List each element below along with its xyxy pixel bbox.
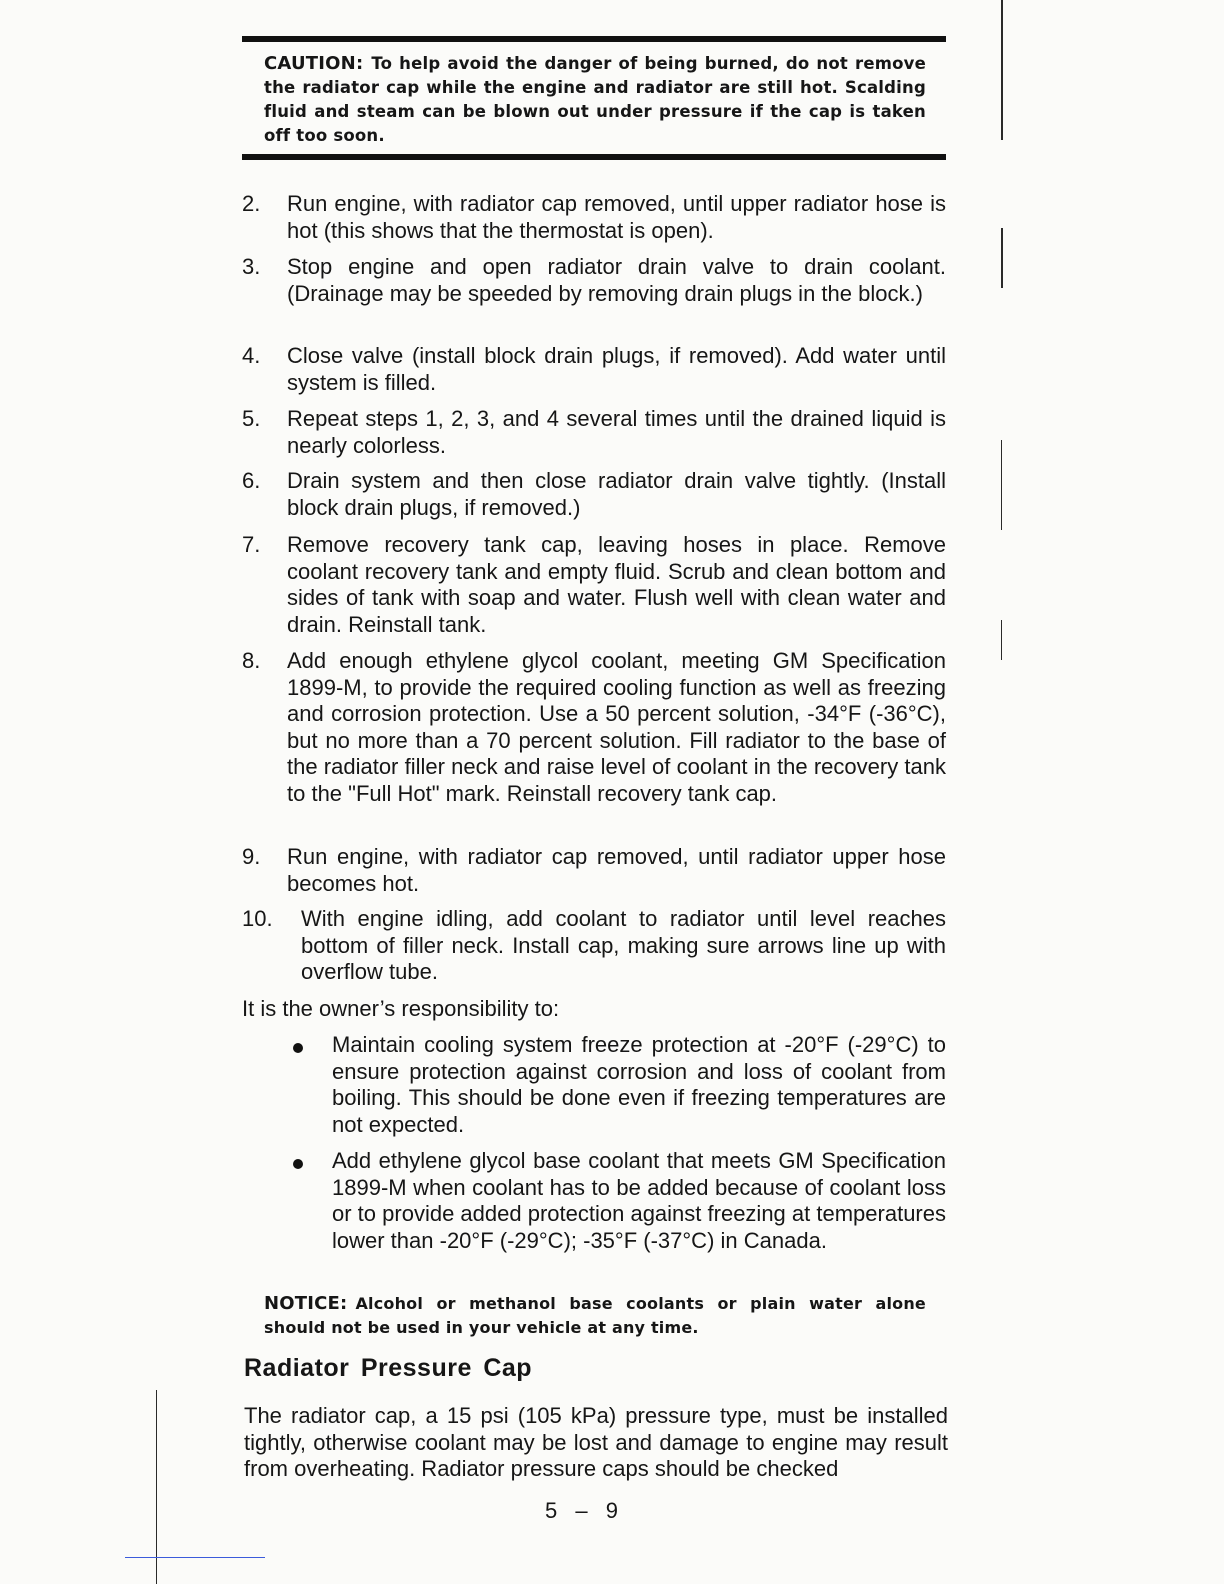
bullet-freeze-protection bbox=[290, 1032, 946, 1138]
step-number: 8. bbox=[242, 648, 261, 673]
section-heading: Radiator Pressure Cap bbox=[244, 1354, 533, 1382]
bullet-dot-icon bbox=[293, 1159, 303, 1169]
step-number: 6. bbox=[242, 468, 261, 493]
scan-edge-line bbox=[1001, 440, 1002, 530]
step-9 bbox=[242, 844, 946, 897]
caution-box bbox=[264, 52, 926, 148]
step-number: 9. bbox=[242, 844, 261, 869]
scan-edge-line bbox=[1001, 620, 1002, 660]
caution-top-rule bbox=[242, 36, 946, 42]
step-text: Run engine, with radiator cap removed, until radiator upper hose becomes hot. bbox=[287, 844, 946, 896]
step-8 bbox=[242, 648, 946, 807]
step-text: Drain system and then close radiator drain valve tightly. (Install block drain plugs, if removed.) bbox=[287, 468, 946, 520]
scan-edge-line bbox=[1001, 0, 1003, 140]
notice-box bbox=[264, 1292, 926, 1340]
step-number: 3. bbox=[242, 254, 261, 279]
step-number: 5. bbox=[242, 406, 261, 431]
step-6 bbox=[242, 468, 946, 521]
step-number: 2. bbox=[242, 191, 261, 216]
step-7 bbox=[242, 532, 946, 638]
section-paragraph: The radiator cap, a 15 psi (105 kPa) pressure type, must be installed tightly, otherwise coolant may be lost and damage to engine may result from overheating. Radiator pressure caps should be checked bbox=[244, 1403, 948, 1481]
step-text: Remove recovery tank cap, leaving hoses in place. Remove coolant recovery tank and empty fluid. Scrub and clean bottom and sides of tank with soap and water. Flush well with clean water and drain. Reinstall tank. bbox=[287, 532, 946, 637]
scan-bottom-mark bbox=[125, 1557, 265, 1558]
step-3 bbox=[242, 254, 946, 307]
scan-edge-line bbox=[1001, 228, 1003, 288]
notice-text: Alcohol or methanol base coolants or plain water alone should not be used in your vehicle at any time. bbox=[264, 1294, 926, 1337]
step-text: Add enough ethylene glycol coolant, meeting GM Specification 1899-M, to provide the required cooling function as well as freezing and corrosion protection. Use a 50 percent solution, -34°F (-36°C), but no more than a 70 percent solution. Fill radiator to the base of the radiator filler neck and raise level of coolant in the recovery tank to the "Full Hot" mark. Reinstall recovery tank cap. bbox=[287, 648, 946, 806]
step-text: Run engine, with radiator cap removed, until upper radiator hose is hot (this shows that the thermostat is open). bbox=[287, 191, 946, 243]
step-number: 7. bbox=[242, 532, 261, 557]
bullet-dot-icon bbox=[293, 1043, 303, 1053]
step-2 bbox=[242, 191, 946, 244]
caution-text: To help avoid the danger of being burned, do not remove the radiator cap while the engine and radiator are still hot. Scalding fluid and steam can be blown out under pressure if the cap is taken off too soon. bbox=[264, 54, 926, 145]
owner-responsibility-intro: It is the owner’s responsibility to: bbox=[242, 996, 560, 1021]
step-5 bbox=[242, 406, 946, 459]
notice-label: NOTICE: bbox=[264, 1293, 348, 1314]
step-text: Repeat steps 1, 2, 3, and 4 several times until the drained liquid is nearly colorless. bbox=[287, 406, 946, 458]
caution-label: CAUTION: bbox=[264, 53, 364, 74]
page-number: 5 – 9 bbox=[545, 1498, 618, 1523]
step-4 bbox=[242, 343, 946, 396]
caution-bottom-rule bbox=[242, 154, 946, 160]
step-text: With engine idling, add coolant to radiator until level reaches bottom of filler neck. Install cap, making sure arrows line up with overflow tube. bbox=[301, 906, 946, 984]
step-number: 4. bbox=[242, 343, 261, 368]
step-text: Stop engine and open radiator drain valve to drain coolant. (Drainage may be speeded by removing drain plugs in the block.) bbox=[287, 254, 946, 306]
step-number: 10. bbox=[242, 906, 273, 931]
step-10 bbox=[242, 906, 946, 986]
bullet-text: Maintain cooling system freeze protection at -20°F (-29°C) to ensure protection against corrosion and loss of coolant from boiling. This should be done even if freezing temperatures are not expected. bbox=[332, 1032, 946, 1137]
bullet-add-coolant bbox=[290, 1148, 946, 1254]
step-text: Close valve (install block drain plugs, if removed). Add water until system is filled. bbox=[287, 343, 946, 395]
scan-edge-line bbox=[156, 1390, 157, 1584]
bullet-text: Add ethylene glycol base coolant that meets GM Specification 1899-M when coolant has to be added because of coolant loss or to provide added protection against freezing at temperatures lower than -20°F (-29°C); -35°F (-37°C) in Canada. bbox=[332, 1148, 946, 1253]
